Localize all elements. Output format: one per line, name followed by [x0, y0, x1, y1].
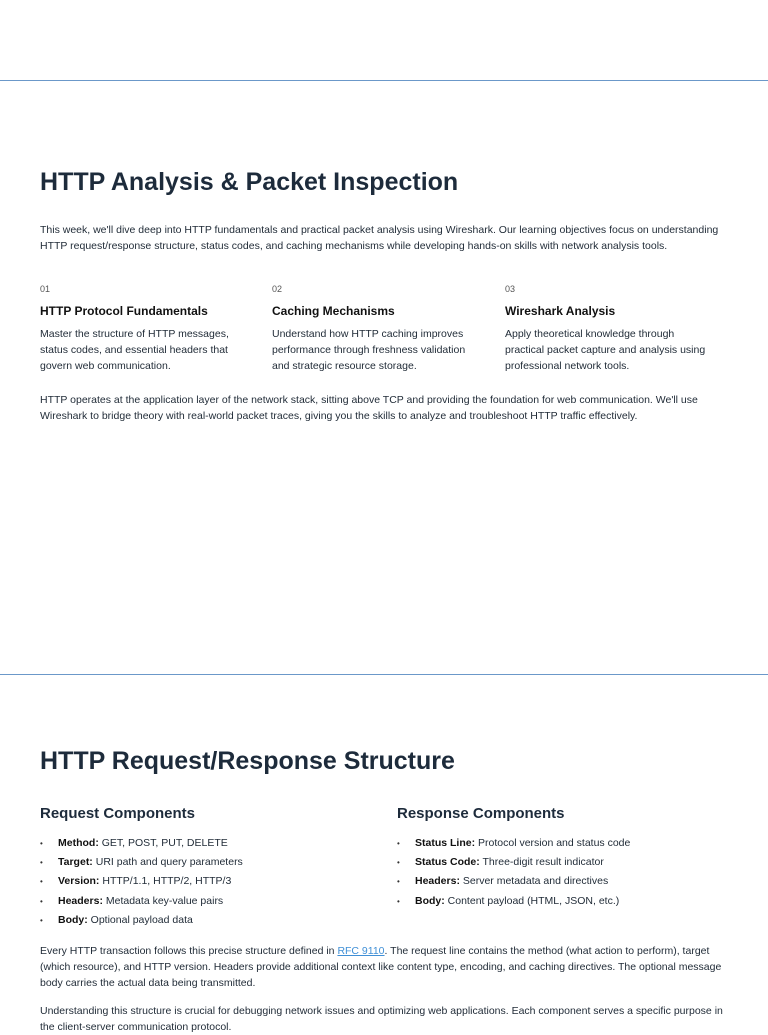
- item-text: Content payload (HTML, JSON, etc.): [447, 894, 620, 907]
- objective-card-3: [505, 284, 715, 374]
- item-text: Metadata key-value pairs: [105, 894, 224, 907]
- list-item: [40, 911, 370, 930]
- list-item: [40, 872, 370, 891]
- response-components-heading: Response Components: [397, 805, 565, 822]
- objective-text: Master the structure of HTTP messages, status codes, and essential headers that govern web communication.: [40, 328, 229, 372]
- objective-number: 03: [505, 284, 516, 294]
- objective-card-1: [40, 284, 250, 374]
- response-components-list: [397, 834, 727, 911]
- item-text: URI path and query parameters: [95, 856, 243, 869]
- section-title-structure: HTTP Request/Response Structure: [40, 747, 455, 775]
- list-item: [397, 853, 727, 872]
- item-text: HTTP/1.1, HTTP/2, HTTP/3: [102, 875, 232, 888]
- intro-paragraph: This week, we'll dive deep into HTTP fundamentals and practical packet analysis using Wireshark. Our learning objectives focus on understanding HTTP request/response structure, status codes, and caching mechanisms while developing hands-on skills with network analysis tools.: [40, 224, 719, 252]
- item-label: Headers:: [58, 894, 103, 907]
- item-label: Status Line:: [415, 837, 476, 849]
- item-label: Method:: [58, 837, 99, 849]
- item-label: Headers:: [415, 875, 460, 888]
- item-label: Target:: [58, 856, 93, 869]
- list-item: [397, 892, 727, 911]
- objective-number: 02: [272, 284, 283, 294]
- list-item: [397, 872, 727, 891]
- paragraph-text: . The request line contains the method (what action to perform), target (which resource), and HTTP version. Headers provide additional context like content type, encoding, and caching directives. The optional message body carries the actual data being transmitted.: [40, 945, 722, 989]
- list-item: [40, 892, 370, 911]
- item-label: Version:: [58, 875, 100, 888]
- list-item: [40, 853, 370, 872]
- structure-paragraph: [40, 943, 730, 991]
- objective-card-2: [272, 284, 482, 374]
- request-components-heading: Request Components: [40, 805, 196, 822]
- debugging-paragraph: Understanding this structure is crucial for debugging network issues and optimizing web applications. Each component serves a specific purpose in the client-server communication protocol.: [40, 1005, 723, 1033]
- objective-number: 01: [40, 284, 51, 294]
- item-text: Protocol version and status code: [478, 837, 631, 849]
- paragraph-text: Every HTTP transaction follows this precise structure defined in: [40, 945, 338, 957]
- rfc-9110-link[interactable]: RFC 9110: [337, 945, 385, 957]
- list-item: [40, 834, 370, 853]
- objective-text: Apply theoretical knowledge through practical packet capture and analysis using professional network tools.: [505, 328, 706, 372]
- item-text: Optional payload data: [90, 913, 193, 926]
- section-title-analysis: HTTP Analysis & Packet Inspection: [40, 168, 459, 196]
- objective-text: Understand how HTTP caching improves performance through freshness validation and strategic resource storage.: [272, 328, 466, 372]
- section-divider-middle: [0, 674, 768, 675]
- outro-paragraph: HTTP operates at the application layer of the network stack, sitting above TCP and providing the foundation for web communication. We'll use Wireshark to bridge theory with real-world packet traces, giving you the skills to analyze and troubleshoot HTTP traffic effectively.: [40, 394, 698, 422]
- objective-title: Caching Mechanisms: [272, 304, 395, 318]
- objective-title: HTTP Protocol Fundamentals: [40, 304, 208, 318]
- item-label: Status Code:: [415, 856, 480, 869]
- request-components-list: [40, 834, 370, 930]
- objective-title: Wireshark Analysis: [505, 304, 616, 318]
- item-label: Body:: [415, 894, 445, 907]
- item-text: Server metadata and directives: [462, 875, 609, 888]
- item-text: GET, POST, PUT, DELETE: [101, 837, 228, 849]
- list-item: [397, 834, 727, 853]
- item-text: Three-digit result indicator: [482, 856, 604, 869]
- section-divider-top: [0, 80, 768, 81]
- item-label: Body:: [58, 913, 88, 926]
